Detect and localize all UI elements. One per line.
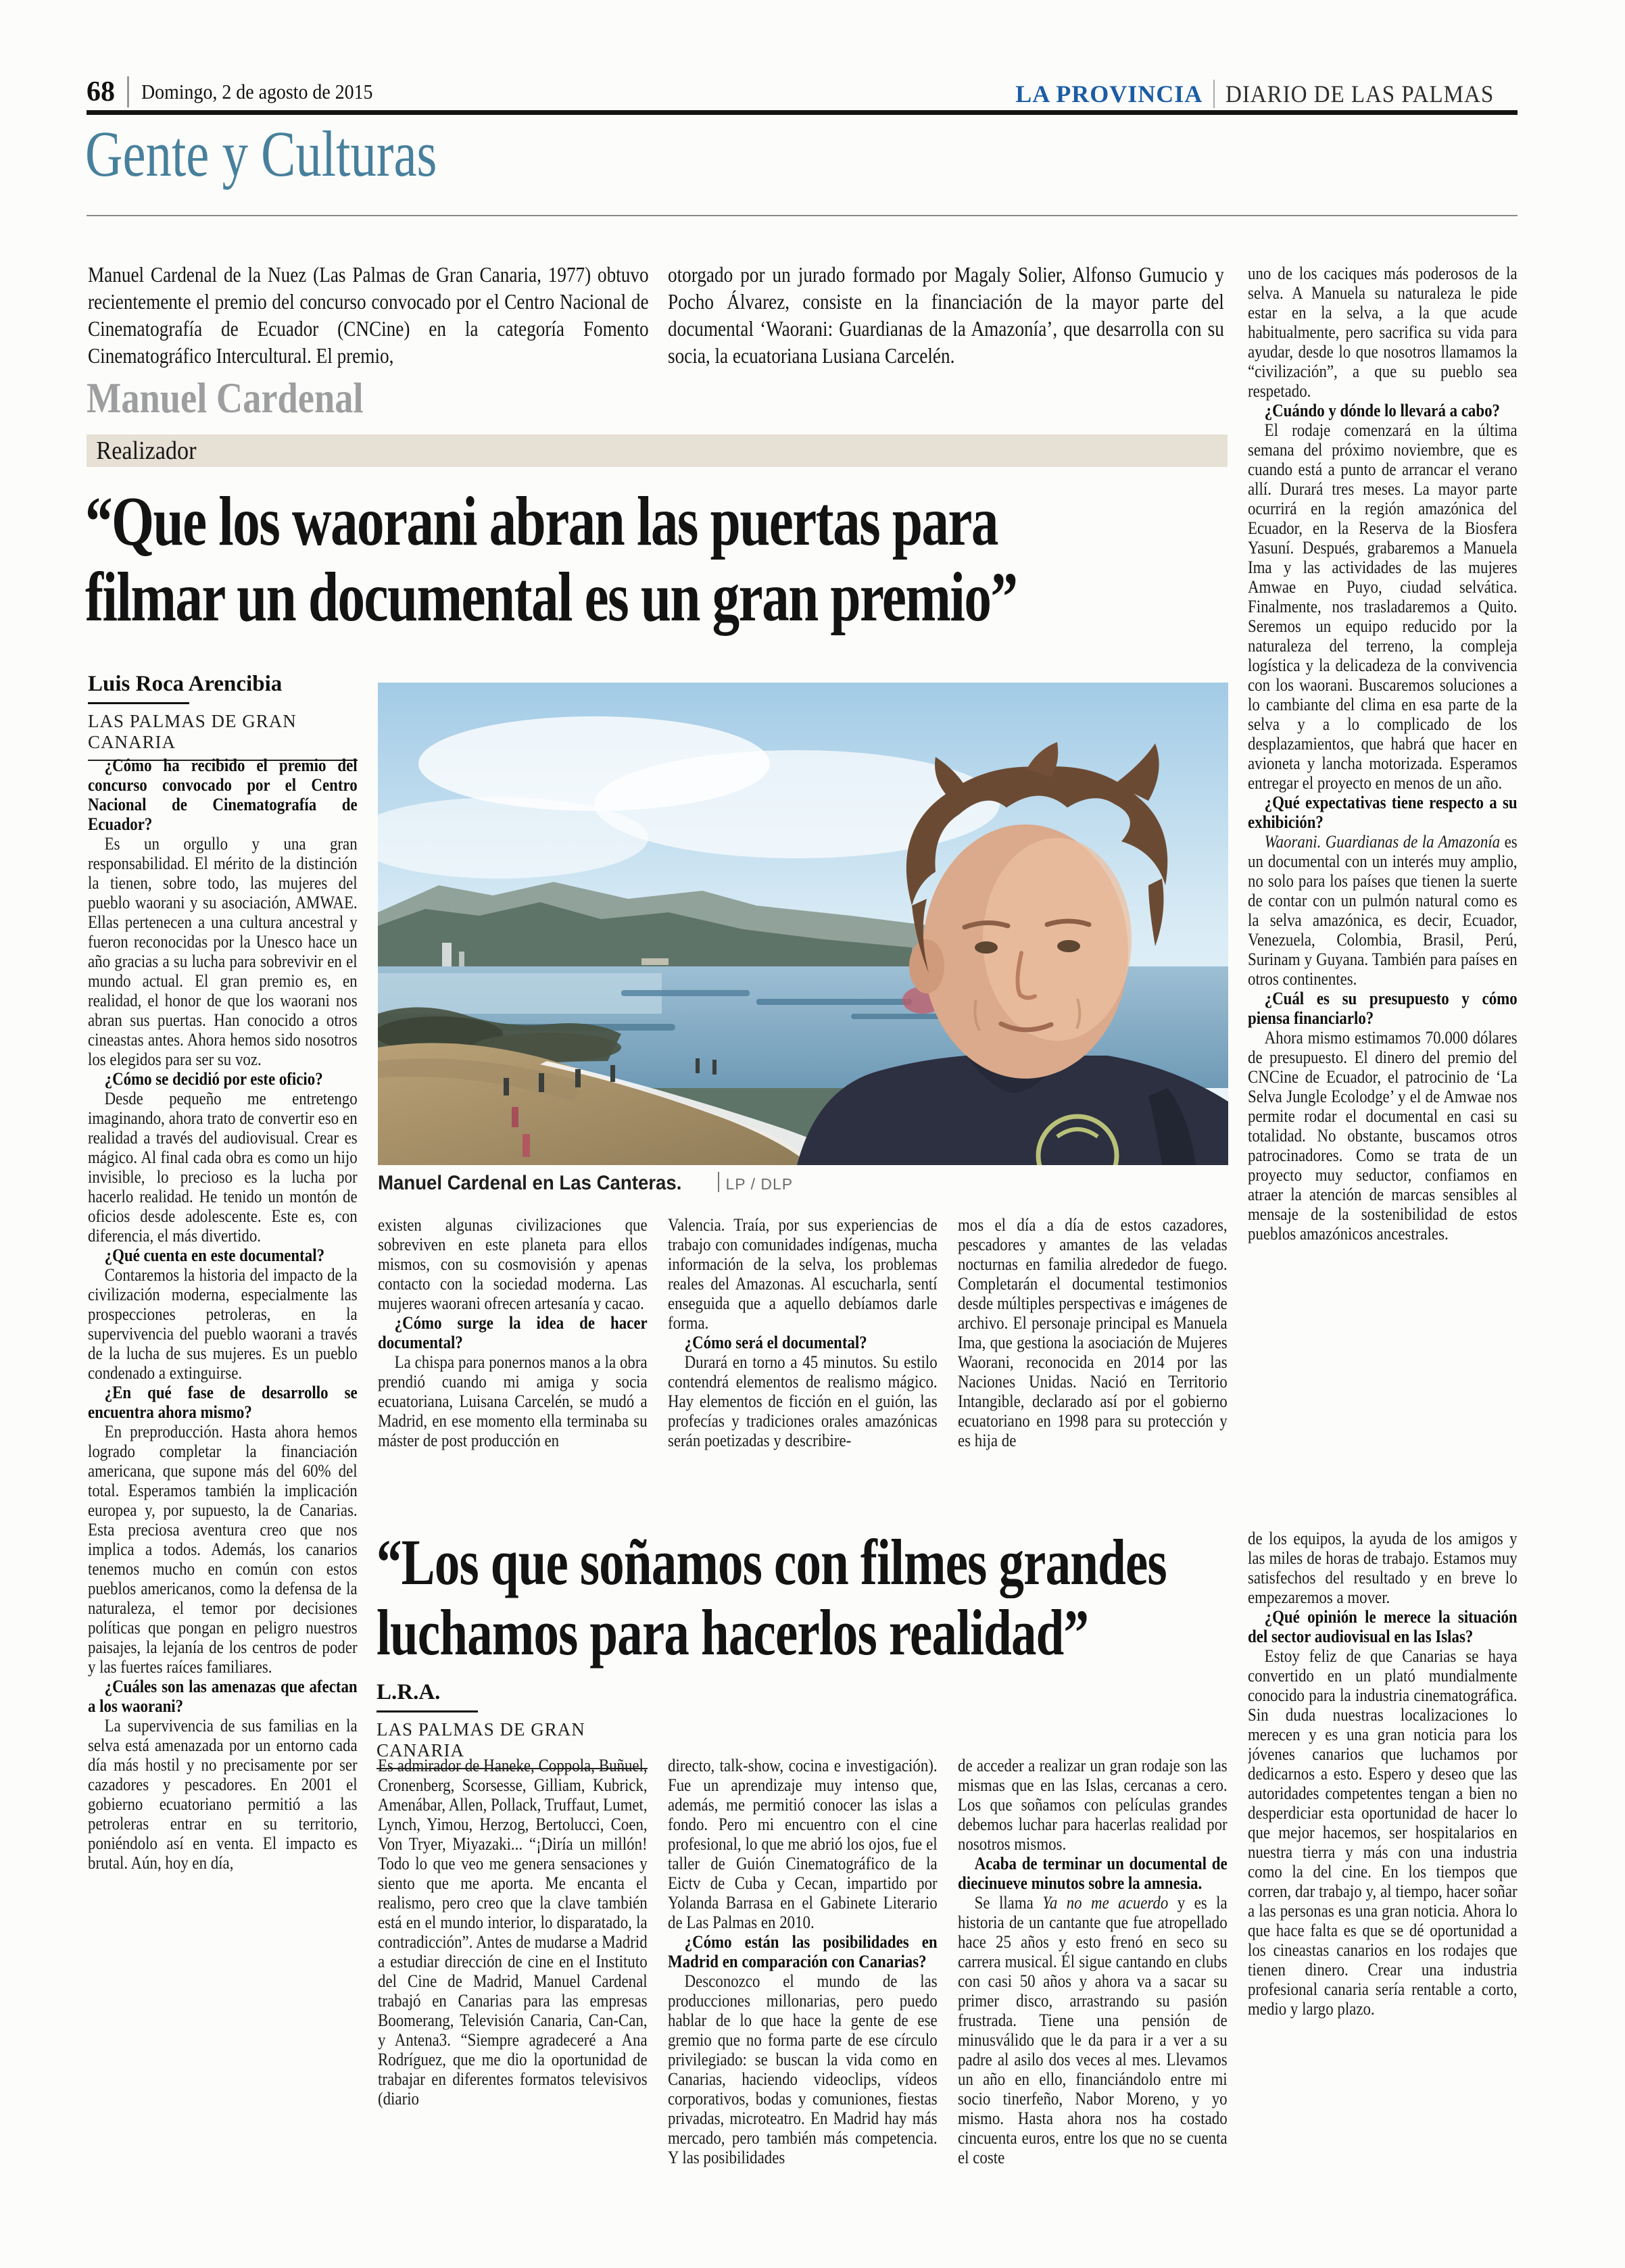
body-paragraph: Es admirador de Haneke, Coppola, Buñuel, Cronenberg, Scorsesse, Gilliam, Kubrick, Amenábar, Allen, Pollack, Truffaut, Lumet, Lynch, Yimou, Herzog, Bertolucci, Coen, Von Tryer, Miyazaki... “¡Diría un millón! Todo lo que veo me genera sensaciones y siento que me aporta. Me encanta el realismo, pero creo que la clave también está en el mundo interior, lo disparatado, la contradicción”. Antes de mudarse a Madrid a estudiar dirección de cine en el Instituto del Cine de Madrid, Manuel Cardenal trabajó en Canarias para las empresas Boomerang, Televisión Canaria, Can-Can, y Antena3. “Siempre agradeceré a Ana Rodríguez, que me dio la oportunidad de trabajar en diferentes formatos televisivos (diario [378, 1756, 648, 2109]
body-paragraph: mos el día a día de estos cazadores, pescadores y amantes de las veladas nocturnas en familia alrededor de fuego. Completarán el documental testimonios desde múltiples perspectivas e imágenes de archivo. El personaje principal es Manuela Ima, que gestiona la asociación de Mujeres Waorani, reconocida en 2014 por las Naciones Unidas. Nació en Territorio Intangible, declarado así por el gobierno ecuatoriano en 1998 para su protección y es hija de [958, 1215, 1228, 1450]
header-rule [87, 110, 1518, 115]
caption-credit: LP / DLP [725, 1175, 794, 1193]
body-paragraph: Desde pequeño me entretengo imaginando, ahora trato de convertir eso en realidad a través del audiovisual. Crear es mágico. Al final cada obra es como un hijo invisible, lo precioso es la lucha por hacerlo realidad. He tenido un montón de oficios desde adolescente. Este es, con diferencia, el más divertido. [88, 1089, 358, 1246]
interview-question: ¿Cómo será el documental? [684, 1333, 867, 1352]
body-paragraph: Ahora mismo estimamos 70.000 dólares de presupuesto. El dinero del premio del CNCine de Ecuador, el patrocinio de ‘La Selva Jungle Ecolodge’ y el de Amwae nos permite rodar el documental en casi su totalidad. No obstante, buscamos otros patrocinadores. Como se trata de un proyecto muy seductor, confiamos en atraer la atención de marcas sensibles al mensaje de la sostenibilidad de estos pueblos amazónicos ancestrales. [1248, 1028, 1518, 1243]
page-number: 68 [87, 76, 115, 107]
body-paragraph: Se llama Ya no me acuerdo y es la historia de un cantante que fue atropellado hace 25 años y esto frenó en seco su carrera musical. Él sigue cantando en clubs con casi 50 años y ahora va a sacar su primer disco, arrastrando su pasión frustrada. Tiene una pensión de minusválido que le da para ir a ver a su padre al asilo dos veces al mes. Llevamos un año en ello, financiándolo entre mi socio tinerfeño, Nabor Moreno, y yo mismo. Hasta ahora nos ha costado cincuenta euros, entre los que no se cuenta el coste [958, 1893, 1228, 2167]
body-paragraph: La supervivencia de sus familias en la selva está amenazada por un entorno cada día más hostil y no precisamente por ser cazadores y pescadores. En 2001 el gobierno ecuatoriano permitió a las petroleras entrar en su territorio, poniéndolo así en venta. El impacto es brutal. Aún, hoy en día, [88, 1716, 358, 1873]
role-badge [87, 435, 1228, 467]
interview-question: ¿Qué opinión le merece la situación del sector audiovisual en las Islas? [1248, 1607, 1518, 1646]
article2-column-1 [378, 1756, 648, 2229]
interview-question: ¿Cuáles son las amenazas que afectan a los waorani? [88, 1677, 358, 1716]
section-rule [87, 215, 1518, 216]
body-paragraph: La chispa para ponernos manos a la obra prendió cuando mi amiga y socia ecuatoriana, Luisana Carcelén, se mudó a Madrid, en ese momento ella terminaba su máster de post producción en [378, 1352, 648, 1450]
article1-column-5 [1248, 264, 1518, 1499]
secondary-headline [377, 1527, 1389, 1668]
header-divider [127, 76, 129, 107]
body-paragraph: Valencia. Traía, por sus experiencias de trabajo con comunidades indígenas, mucha información de la selva, los problemas reales del Amazonas. Al escucharla, sentí enseguida que a aquello debíamos darle forma. [668, 1215, 938, 1333]
article1-column-2 [378, 1215, 648, 1499]
headline-line: filmar un documental es un gran premio” [85, 558, 1017, 636]
byline-block [88, 672, 358, 761]
body-paragraph: Durará en torno a 45 minutos. Su estilo contendrá elementos de realismo mágico. Hay elementos de ficción en el guión, las profecías y tradiciones orales amazónicas serán poetizadas y describire- [668, 1352, 938, 1450]
body-paragraph: directo, talk-show, cocina e investigación). Fue un aprendizaje muy intenso que, además, me permitió conocer las islas a fondo. Pero mi encuentro con el cine profesional, lo que me abrió los ojos, fue el taller de Guión Cinematográfico de la Eictv de Cuba y Cecan, impartido por Yolanda Barrasa en el Gabinete Literario de Las Palmas en 2010. [668, 1756, 938, 1932]
interview-question: Acaba de terminar un documental de diecinueve minutos sobre la amnesia. [958, 1854, 1228, 1893]
headline-line: “Los que soñamos con filmes grandes [377, 1526, 1167, 1598]
author-byline: L.R.A. [377, 1680, 648, 1712]
section-title: Gente y Culturas [85, 118, 437, 190]
page-header-right [1015, 80, 1518, 108]
page-header-left [87, 76, 399, 108]
page-date: Domingo, 2 de agosto de 2015 [141, 80, 373, 103]
article1-column-4 [958, 1215, 1228, 1499]
author-byline: Luis Roca Arencibia [88, 672, 358, 704]
interview-question: ¿Cómo se decidió por este oficio? [104, 1069, 323, 1089]
caption-text: Manuel Cardenal en Las Canteras. [378, 1172, 682, 1194]
interview-question: ¿Cómo surge la idea de hacer documental? [378, 1313, 648, 1352]
newspaper-brand-secondary: DIARIO DE LAS PALMAS [1226, 80, 1495, 107]
body-paragraph: de acceder a realizar un gran rodaje son las mismas que en las Islas, cercanas a cero. Los que soñamos con películas grandes debemos luchar para hacerlas realidad por nosotros mismos. [958, 1756, 1228, 1854]
interview-question: ¿Cuál es su presupuesto y cómo piensa financiarlo? [1248, 989, 1518, 1028]
article2-column-4 [1248, 1529, 1518, 2225]
beach-selfie-illustration [378, 683, 1228, 1165]
brand-divider [1213, 80, 1215, 108]
interview-question: ¿Cómo ha recibido el premio del concurso convocado por el Centro Nacional de Cinematografía de Ecuador? [88, 756, 358, 834]
body-paragraph: El rodaje comenzará en la última semana del próximo noviembre, que es cuando está a punto de arrancar el verano allí. Durará tres meses. La mayor parte ocurrirá en la región amazónica del Ecuador, en la Reserva de la Biosfera Yasuní. Después, grabaremos a Manuela Ima y las actividades de las mujeres Amwae en Puyo, ciudad selvática. Finalmente, nos trasladaremos a Quito. Seremos un equipo reducido por la naturaleza del terreno, la compleja logística y la delicadeza de la convivencia con los waorani. Buscaremos soluciones a lo cambiante del clima en esa parte de la selva y a lo complicado de los desplazamientos, que habrá que hacer en avioneta y lancha motorizada. Esperamos entregar el proyecto en menos de un año. [1248, 420, 1518, 793]
interview-question: ¿Cómo están las posibilidades en Madrid en comparación con Canarias? [668, 1932, 938, 1971]
article2-column-3 [958, 1756, 1228, 2229]
body-paragraph: Desconozco el mundo de las producciones millonarias, pero puedo hablar de lo que hace la gente de ese gremio que no forma parte de ese círculo privilegiado: se buscan la vida como en Canarias, haciendo videoclips, vídeos corporativos, bodas y comuniones, fiestas privadas, microteatro. En Madrid hay más mercado, pero también más competencia. Y las posibilidades [668, 1971, 938, 2167]
intro-paragraph-col1: Manuel Cardenal de la Nuez (Las Palmas de Gran Canaria, 1977) obtuvo recientemente el premio del concurso convocado por el Centro Nacional de Cinematografía de Ecuador (CNCine) en la categoría Fomento Cinematográfico Intercultural. El premio, [88, 262, 649, 368]
intro-paragraph-col2: otorgado por un jurado formado por Magaly Solier, Alfonso Gumucio y Pocho Álvarez, consiste en la financiación de la mayor parte del documental ‘Waorani: Guardianas de la Amazonía’, que desarrolla con su socia, la ecuatoriana Lusiana Carcelén. [668, 262, 1224, 368]
body-paragraph: Contaremos la historia del impacto de la civilización moderna, especialmente las prospecciones petroleras, en la supervivencia del pueblo waorani a través de la lucha de sus mujeres. Es un pueblo condenado a extinguirse. [88, 1265, 358, 1383]
photo-manuel-cardenal-las-canteras [378, 683, 1228, 1165]
article2-column-2 [668, 1756, 938, 2229]
role-label: Realizador [96, 437, 197, 465]
headline-line: “Que los waorani abran las puertas para [85, 483, 998, 560]
photo-caption [378, 1172, 1228, 1195]
body-paragraph: uno de los caciques más poderosos de la selva. A Manuela su naturaleza le pide estar en la selva, a la que acude habitualmente, pero sacrifica su vida para ayudar, desde lo que nosotros llamamos la “civilización”, a que su pueblo sea respetado. [1248, 264, 1518, 401]
body-paragraph: Es un orgullo y una gran responsabilidad. El mérito de la distinción la tienen, sobre todo, las mujeres del pueblo waorani y su asociación, AMWAE. Ellas pertenecen a una cultura ancestral y fueron reconocidas por la Unesco hace un año gracias a su lucha para sobrevivir en el mundo actual. El gran premio es, en realidad, el honor de que los waorani nos abran sus puertas. Han conocido a otros cineastas antes. Ahora hemos sido nosotros los elegidos para ser su voz. [88, 834, 358, 1069]
article1-column-1 [88, 756, 358, 2229]
interview-question: ¿En qué fase de desarrollo se encuentra ahora mismo? [88, 1383, 358, 1422]
body-paragraph: Waorani. Guardianas de la Amazonía es un documental con un interés muy amplio, no solo para los países que tienen la suerte de contar con un pulmón natural como es la selva amazónica, es decir, Ecuador, Venezuela, Colombia, Brasil, Perú, Surinam y Guyana. También para países en otros continentes. [1248, 832, 1518, 989]
interview-question: ¿Qué expectativas tiene respecto a su exhibición? [1248, 793, 1518, 832]
kicker-name: Manuel Cardenal [87, 374, 364, 422]
body-paragraph: En preproducción. Hasta ahora hemos logrado completar la financiación americana, que supone más del 60% del total. Esperamos también la implicación europea y, por supuesto, la de Canarias. Esta preciosa aventura creo que nos implica a todos. Además, los canarios tenemos mucho en común con estos pueblos americanos, como la defensa de la naturaleza, el temor por decisiones políticas que pongan en peligro nuestros paisajes, la lejanía de los centros de poder y las fuertes raíces familiares. [88, 1422, 358, 1677]
dateline: LAS PALMAS DE GRAN CANARIA [88, 711, 358, 761]
body-paragraph: Estoy feliz de que Canarias se haya convertido en un plató mundialmente conocido para la industria cinematográfica. Sin duda nuestras localizaciones lo merecen y es una gran noticia para los jóvenes canarios que luchamos por dedicarnos a esto. Espero y deseo que las autoridades competentes tengan a bien no desperdiciar esta oportunidad de hacer lo que mejor hacemos, ser hospitalarios en nuestra tierra y más con una industria como la del cine. En los tiempos que corren, dar trabajo y, al tiempo, hacer soñar a las personas es una gran noticia. Ahora lo que hace falta es que se dé oportunidad a los cineastas canarios en los rodajes que tienen dinero. Crear una industria profesional canaria sería rentable a corto, medio y largo plazo. [1248, 1646, 1518, 2019]
headline-line: luchamos para hacerlos realidad” [377, 1596, 1089, 1669]
interview-question: ¿Qué cuenta en este documental? [104, 1246, 325, 1265]
body-paragraph: existen algunas civilizaciones que sobreviven en este planeta para ellos mismos, con su cosmovisión y apenas contacto con la sociedad moderna. Las mujeres waorani ofrecen artesanía y cacao. [378, 1215, 648, 1313]
body-paragraph: de los equipos, la ayuda de los amigos y las miles de horas de trabajo. Estamos muy satisfechos del resultado y en breve lo empezaremos a mover. [1248, 1529, 1518, 1607]
dateline: LAS PALMAS DE GRAN CANARIA [377, 1719, 648, 1769]
caption-divider [718, 1172, 719, 1192]
article1-column-3 [668, 1215, 938, 1499]
newspaper-brand: LA PROVINCIA [1015, 80, 1203, 107]
interview-question: ¿Cuándo y dónde lo llevará a cabo? [1264, 401, 1500, 420]
main-headline [85, 484, 1280, 635]
